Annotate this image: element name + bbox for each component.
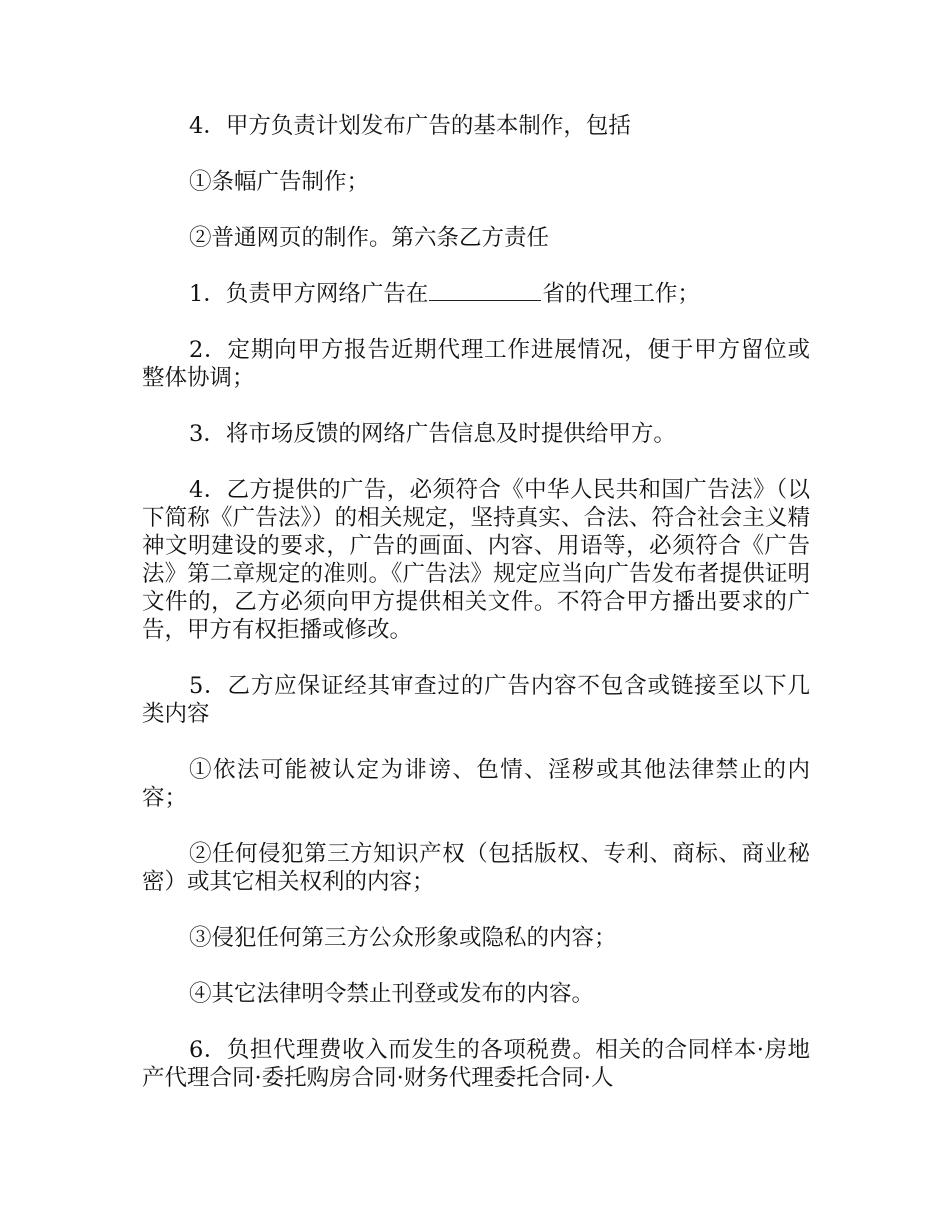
paragraph-webpage-production: ②普通网页的制作。第六条乙方责任: [189, 225, 550, 251]
paragraph-advertising-law: 4．乙方提供的广告，必须符合《中华人民共和国广告法》（以下简称《广告法》）的相关规定，坚持真实、合法、符合社会主义精神文明建设的要求，广告的画面、内容、用语等，必须符合《广告法》第二章规定的准则。《广告法》规定应当向广告发布者提供证明文件的，乙方必须向甲方提供相关文件。不符合甲方播出要求的广告，甲方有权拒播或修改。: [142, 477, 810, 643]
paragraph-regular-report: 2．定期向甲方报告近期代理工作进展情况，便于甲方留位或整体协调；: [142, 337, 810, 391]
paragraph-defamation: ①依法可能被认定为诽谤、色情、淫秽或其他法律禁止的内容；: [142, 757, 810, 811]
paragraph-ip-infringement: ②任何侵犯第三方知识产权（包括版权、专利、商标、商业秘密）或其它相关权利的内容；: [142, 841, 810, 895]
paragraph-market-feedback: 3．将市场反馈的网络广告信息及时提供给甲方。: [189, 421, 676, 447]
paragraph-agency-prefix: 1．负责甲方网络广告在: [189, 281, 429, 307]
paragraph-privacy: ③侵犯任何第三方公众形象或隐私的内容；: [189, 925, 617, 951]
document-page: [142, 112, 810, 1092]
paragraph-taxes-related-samples: 6．负担代理费收入而发生的各项税费。相关的合同样本·房地产代理合同·委托购房合同·财务代理委托合同·人: [142, 1037, 810, 1091]
paragraph-agency-suffix: 省的代理工作；: [542, 281, 700, 307]
paragraph-item-4-production: 4．甲方负责计划发布广告的基本制作，包括: [189, 113, 631, 139]
fill-in-blank-line: [429, 280, 541, 301]
paragraph-banner-ads: ①条幅广告制作；: [189, 169, 370, 195]
paragraph-content-guarantee: 5．乙方应保证经其审查过的广告内容不包含或链接至以下几类内容: [142, 673, 810, 727]
paragraph-agency-province: [142, 280, 810, 308]
paragraph-prohibited-content: ④其它法律明令禁止刊登或发布的内容。: [189, 981, 595, 1007]
